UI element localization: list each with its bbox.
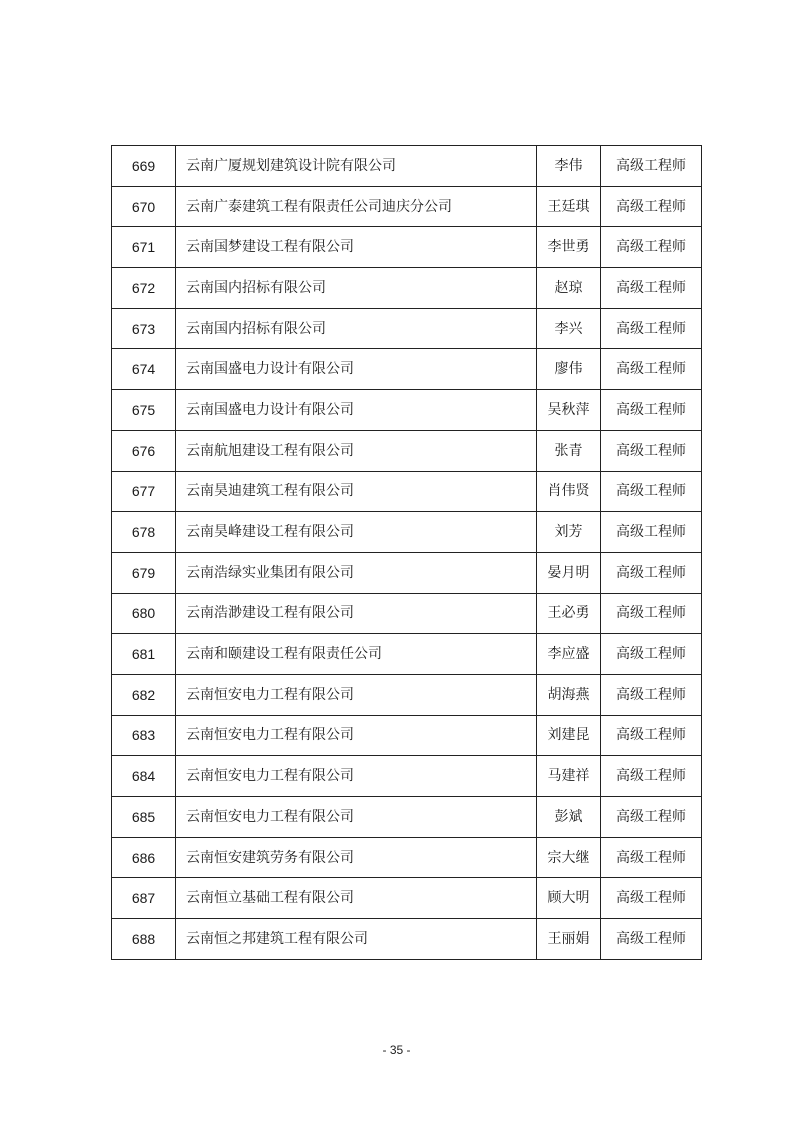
professional-title: 高级工程师 (601, 512, 702, 553)
table-row (112, 756, 702, 797)
row-number: 682 (112, 674, 176, 715)
professional-title: 高级工程师 (601, 634, 702, 675)
person-name: 李世勇 (537, 227, 601, 268)
person-name: 肖伟贤 (537, 471, 601, 512)
company-name: 云南恒安电力工程有限公司 (176, 756, 537, 797)
roster-table (111, 145, 702, 960)
row-number: 684 (112, 756, 176, 797)
page-number: - 35 - (382, 1043, 411, 1057)
person-name: 张青 (537, 430, 601, 471)
company-name: 云南恒安电力工程有限公司 (176, 715, 537, 756)
professional-title: 高级工程师 (601, 430, 702, 471)
professional-title: 高级工程师 (601, 837, 702, 878)
table-row (112, 634, 702, 675)
row-number: 671 (112, 227, 176, 268)
company-name: 云南恒安建筑劳务有限公司 (176, 837, 537, 878)
table-row (112, 797, 702, 838)
professional-title: 高级工程师 (601, 471, 702, 512)
company-name: 云南浩渺建设工程有限公司 (176, 593, 537, 634)
company-name: 云南国盛电力设计有限公司 (176, 390, 537, 431)
professional-title: 高级工程师 (601, 186, 702, 227)
person-name: 王必勇 (537, 593, 601, 634)
person-name: 晏月明 (537, 552, 601, 593)
person-name: 李应盛 (537, 634, 601, 675)
person-name: 李兴 (537, 308, 601, 349)
company-name: 云南国内招标有限公司 (176, 268, 537, 309)
professional-title: 高级工程师 (601, 227, 702, 268)
professional-title: 高级工程师 (601, 715, 702, 756)
row-number: 676 (112, 430, 176, 471)
row-number: 680 (112, 593, 176, 634)
professional-title: 高级工程师 (601, 674, 702, 715)
person-name: 刘芳 (537, 512, 601, 553)
professional-title: 高级工程师 (601, 146, 702, 187)
professional-title: 高级工程师 (601, 878, 702, 919)
company-name: 云南广厦规划建筑设计院有限公司 (176, 146, 537, 187)
person-name: 王丽娟 (537, 919, 601, 960)
professional-title: 高级工程师 (601, 390, 702, 431)
person-name: 彭斌 (537, 797, 601, 838)
company-name: 云南恒安电力工程有限公司 (176, 674, 537, 715)
row-number: 686 (112, 837, 176, 878)
professional-title: 高级工程师 (601, 919, 702, 960)
person-name: 赵琼 (537, 268, 601, 309)
table-row (112, 919, 702, 960)
person-name: 廖伟 (537, 349, 601, 390)
row-number: 688 (112, 919, 176, 960)
person-name: 顾大明 (537, 878, 601, 919)
row-number: 669 (112, 146, 176, 187)
company-name: 云南恒立基础工程有限公司 (176, 878, 537, 919)
table-row (112, 674, 702, 715)
table-row (112, 390, 702, 431)
row-number: 672 (112, 268, 176, 309)
professional-title: 高级工程师 (601, 756, 702, 797)
person-name: 马建祥 (537, 756, 601, 797)
company-name: 云南恒之邦建筑工程有限公司 (176, 919, 537, 960)
table-row (112, 430, 702, 471)
company-name: 云南国内招标有限公司 (176, 308, 537, 349)
company-name: 云南恒安电力工程有限公司 (176, 797, 537, 838)
table-row (112, 715, 702, 756)
company-name: 云南国梦建设工程有限公司 (176, 227, 537, 268)
row-number: 679 (112, 552, 176, 593)
table-row (112, 512, 702, 553)
person-name: 胡海燕 (537, 674, 601, 715)
row-number: 681 (112, 634, 176, 675)
person-name: 王廷琪 (537, 186, 601, 227)
table-row (112, 186, 702, 227)
company-name: 云南航旭建设工程有限公司 (176, 430, 537, 471)
roster-table-body (112, 146, 702, 960)
person-name: 刘建昆 (537, 715, 601, 756)
table-row (112, 878, 702, 919)
company-name: 云南和颐建设工程有限责任公司 (176, 634, 537, 675)
table-row (112, 146, 702, 187)
row-number: 670 (112, 186, 176, 227)
row-number: 674 (112, 349, 176, 390)
table-row (112, 268, 702, 309)
row-number: 685 (112, 797, 176, 838)
table-row (112, 471, 702, 512)
company-name: 云南昊迪建筑工程有限公司 (176, 471, 537, 512)
row-number: 687 (112, 878, 176, 919)
row-number: 675 (112, 390, 176, 431)
person-name: 吴秋萍 (537, 390, 601, 431)
company-name: 云南广泰建筑工程有限责任公司迪庆分公司 (176, 186, 537, 227)
person-name: 李伟 (537, 146, 601, 187)
table-row (112, 308, 702, 349)
table-row (112, 593, 702, 634)
person-name: 宗大继 (537, 837, 601, 878)
table-row (112, 227, 702, 268)
professional-title: 高级工程师 (601, 308, 702, 349)
row-number: 683 (112, 715, 176, 756)
row-number: 677 (112, 471, 176, 512)
professional-title: 高级工程师 (601, 552, 702, 593)
table-row (112, 552, 702, 593)
row-number: 678 (112, 512, 176, 553)
professional-title: 高级工程师 (601, 268, 702, 309)
table-row (112, 837, 702, 878)
professional-title: 高级工程师 (601, 349, 702, 390)
professional-title: 高级工程师 (601, 797, 702, 838)
company-name: 云南国盛电力设计有限公司 (176, 349, 537, 390)
row-number: 673 (112, 308, 176, 349)
company-name: 云南浩绿实业集团有限公司 (176, 552, 537, 593)
professional-title: 高级工程师 (601, 593, 702, 634)
company-name: 云南昊峰建设工程有限公司 (176, 512, 537, 553)
table-row (112, 349, 702, 390)
